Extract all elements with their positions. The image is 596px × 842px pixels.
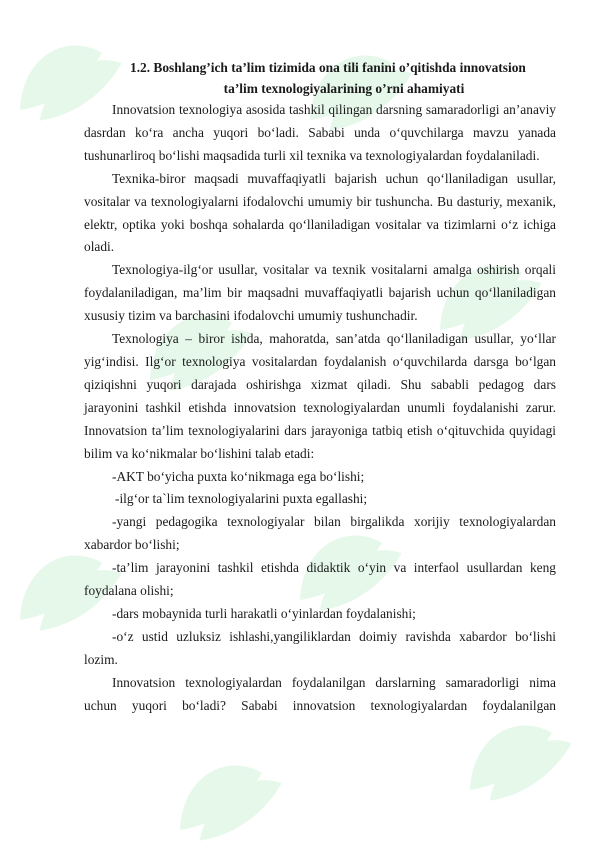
paragraph-innovation-efficiency: Innovatsion texnologiya asosida tashkil qilingan darsning samaradorligi an’anaviy dasrdan ko‘ra ancha yuqori bo‘ladi. Sababi unda o‘quvchilarga mavzu yanada tushunarliroq bo‘lishi maqsadida turli xil texnika va texnologiyalardan foydalaniladi.	[84, 102, 556, 163]
paragraph-technique-definition: Texnika-biror maqsadi muvaffaqiyatli bajarish uchun qo‘llaniladigan usullar, vositalar va texnologiyalarni ifodalovchi umumiy bir tushuncha. Bu dasturiy, mexanik, elektr, optika yoki boshqa sohalarda qo‘llaniladigan vositalar va tizimlarni o‘z ichiga oladi.	[84, 170, 556, 255]
paragraph-closing-question: Innovatsion texnologiyalardan foydalanilgan darslarning samaradorligi nima uchun yuqori bo‘ladi? Sababi innovatsion texnologiyalardan foydalanilgan	[84, 674, 556, 713]
section-heading-line-1: 1.2. Boshlang’ich ta’lim tizimida ona tili fanini o’qitishda innovatsion	[130, 60, 526, 75]
leaf-logo-icon	[163, 742, 288, 842]
list-item-didactic-games: -ta’lim jarayonini tashkil etishda didaktik o‘yin va interfaol usullardan keng foydalana olishi;	[84, 560, 556, 599]
section-heading-line-2: ta’lim texnologiyalarining o’rni ahamiyati	[223, 81, 465, 96]
paragraph-technology-methods: Texnologiya – biror ishda, mahoratda, san’atda qo‘llaniladigan usullar, yo‘llar yig‘indisi. Ilg‘or texnologiya vositalardan foydalanish o‘quvchilarda darsga bo‘lgan qiziqishni yuqori darajada oshirishga xizmat qiladi. Shu sababli pedagog dars jarayonini tashkil etishda innovatsion texnologiyalardan unumli foydalanishi zarur. Innovatsion ta’lim texnologiyalarini dars jarayoniga tatbiq etish o‘qituvchida quyidagi bilim va ko‘nikmalar bo‘lishini talab etadi:	[84, 331, 556, 461]
leaf-logo-icon	[453, 702, 578, 816]
list-item-foreign-technologies: -yangi pedagogika texnologiyalar bilan birgalikda xorijiy texnologiyalardan xabardor bo‘lishi;	[84, 514, 556, 553]
paragraph-technology-definition: Texnologiya-ilg‘or usullar, vositalar va texnik vositalarni amalga oshirish orqali foydalaniladigan, ma’lim bir maqsadni muvaffaqiyatli bajarish uchun qo‘llaniladigan xususiy tizim va barchasini ifodalovchi umumiy tushunchadir.	[84, 262, 556, 324]
document-body	[84, 57, 556, 717]
list-item-self-development: -o‘z ustid uzluksiz ishlashi,yangiliklardan doimiy ravishda xabardor bo‘lishi lozim.	[84, 628, 556, 667]
list-item-advanced-technologies: -ilg‘or ta`lim texnologiyalarini puxta egallashi;	[115, 491, 368, 507]
list-item-active-games: -dars mobaynida turli harakatli o‘yinlardan foydalanishi;	[112, 605, 416, 621]
list-item-ict-skills: -AKT bo‘yicha puxta ko‘nikmaga ega bo‘lishi;	[112, 468, 365, 484]
section-heading	[84, 57, 556, 99]
